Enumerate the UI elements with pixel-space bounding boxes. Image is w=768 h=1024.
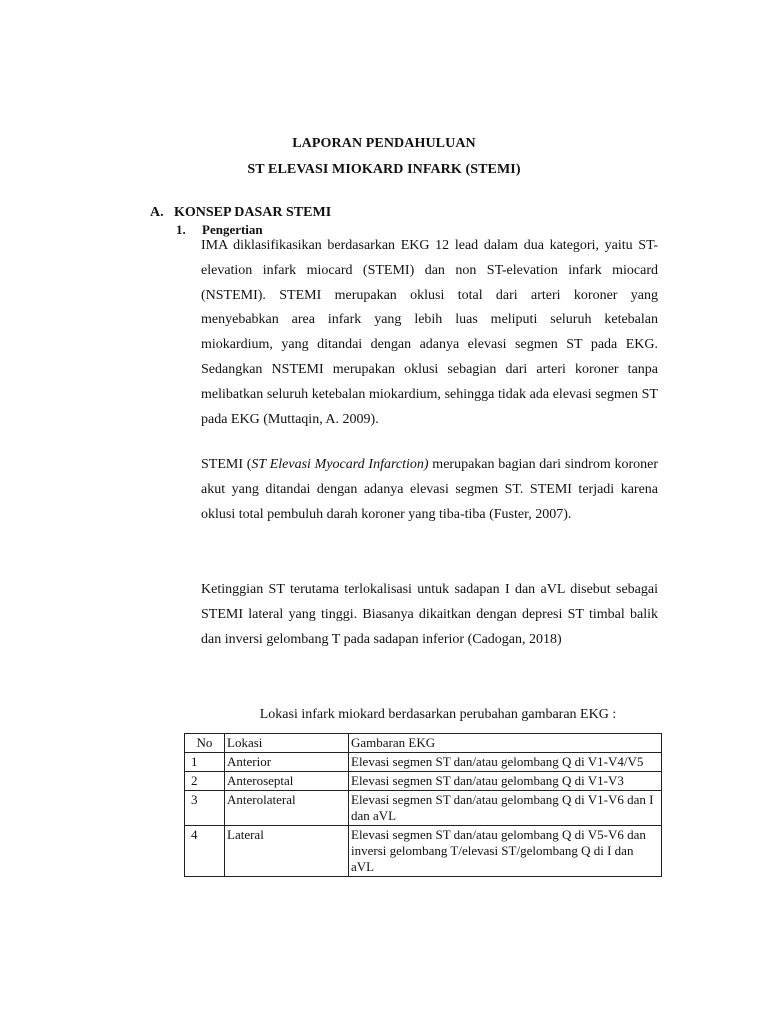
section-label: KONSEP DASAR STEMI bbox=[174, 205, 332, 220]
subsection-number: 1. bbox=[176, 222, 186, 237]
table-header-lokasi: Lokasi bbox=[225, 734, 349, 753]
table-cell-lokasi: Anteroseptal bbox=[225, 772, 349, 791]
table-cell-no: 3 bbox=[185, 791, 225, 826]
table-header-gambaran: Gambaran EKG bbox=[349, 734, 662, 753]
paragraph-lateral: Ketinggian ST terutama terlokalisasi untuk sadapan I dan aVL disebut sebagai STEMI lateral yang tinggi. Biasanya dikaitkan dengan depresi ST timbal balik dan inversi gelombang T pada sadapan inferior (Cadogan, 2018) bbox=[201, 582, 658, 647]
document-subtitle: ST ELEVASI MIOKARD INFARK (STEMI) bbox=[247, 162, 521, 177]
document-title: LAPORAN PENDAHULUAN bbox=[292, 136, 476, 151]
ekg-location-table bbox=[184, 733, 662, 877]
table-row bbox=[185, 772, 662, 791]
section-heading bbox=[150, 205, 331, 221]
table-row bbox=[185, 826, 662, 877]
paragraph-stemi-suffix: merupakan bagian dari sindrom koroner akut yang ditandai dengan adanya elevasi segmen ST. STEMI terjadi karena oklusi total pembuluh darah koroner yang tiba-tiba (Fuster, 2007). bbox=[201, 457, 658, 522]
table-row bbox=[185, 791, 662, 826]
table-cell-lokasi: Anterior bbox=[225, 753, 349, 772]
section-letter: A. bbox=[150, 205, 164, 220]
table-cell-gambaran: Elevasi segmen ST dan/atau gelombang Q di V1-V4/V5 bbox=[349, 753, 662, 772]
paragraph-definition: IMA diklasifikasikan berdasarkan EKG 12 lead dalam dua kategori, yaitu ST-elevation infark miocard (STEMI) dan non ST-elevation infark miocard (NSTEMI). STEMI merupakan oklusi total dari arteri koroner yang menyebabkan area infark yang lebih luas meliputi seluruh ketebalan miokardium, yang ditandai dengan adanya elevasi segmen ST pada EKG. Sedangkan NSTEMI merupakan oklusi sebagian dari arteri koroner tanpa melibatkan seluruh ketebalan miokardium, sehingga tidak ada elevasi segmen ST pada EKG (Muttaqin, A. 2009). bbox=[201, 238, 658, 427]
table-cell-no: 4 bbox=[185, 826, 225, 877]
paragraph-stemi bbox=[201, 453, 658, 527]
table-cell-gambaran: Elevasi segmen ST dan/atau gelombang Q di V1-V6 dan I dan aVL bbox=[349, 791, 662, 826]
table-cell-no: 2 bbox=[185, 772, 225, 791]
table-row bbox=[185, 753, 662, 772]
table-cell-gambaran: Elevasi segmen ST dan/atau gelombang Q di V5-V6 dan inversi gelombang T/elevasi ST/gelombang Q di I dan aVL bbox=[349, 826, 662, 877]
subsection-label: Pengertian bbox=[202, 222, 263, 237]
table-cell-gambaran: Elevasi segmen ST dan/atau gelombang Q di V1-V3 bbox=[349, 772, 662, 791]
table-cell-no: 1 bbox=[185, 753, 225, 772]
paragraph-stemi-italic: ST Elevasi Myocard Infarction) bbox=[251, 457, 429, 472]
table-cell-lokasi: Anterolateral bbox=[225, 791, 349, 826]
paragraph-stemi-prefix: STEMI ( bbox=[201, 457, 252, 472]
table-cell-lokasi: Lateral bbox=[225, 826, 349, 877]
table-caption: Lokasi infark miokard berdasarkan perubahan gambaran EKG : bbox=[259, 707, 617, 722]
table-header-no: No bbox=[185, 734, 225, 753]
table-header-row bbox=[185, 734, 662, 753]
